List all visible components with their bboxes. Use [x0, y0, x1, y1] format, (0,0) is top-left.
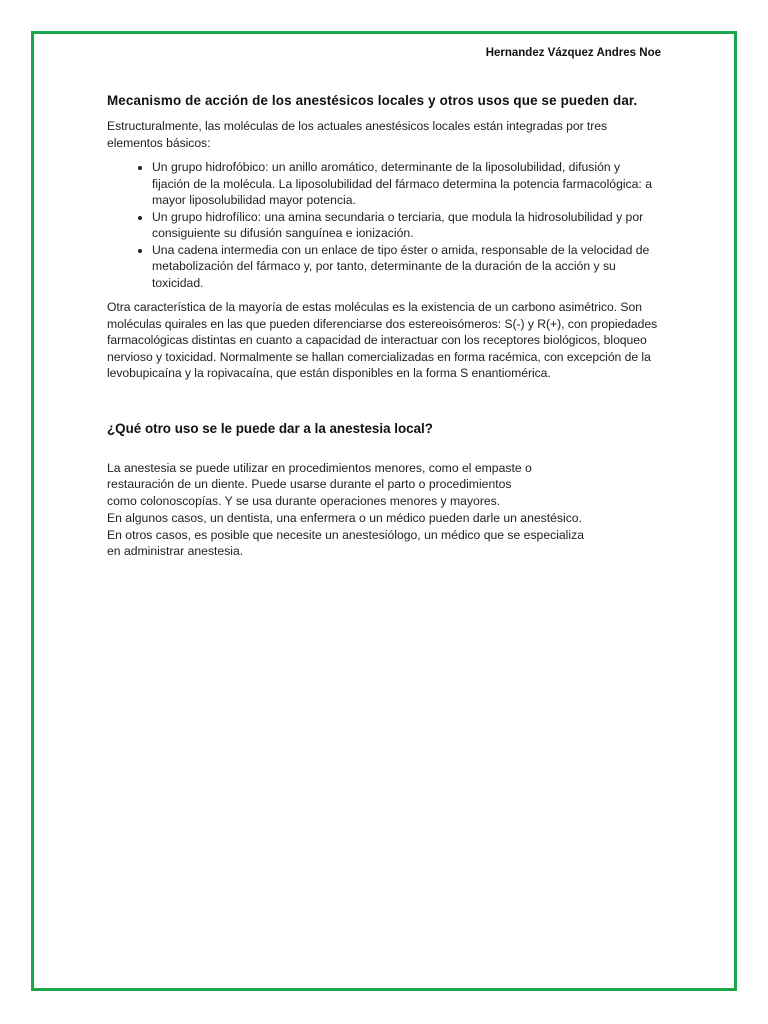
- section2-heading: ¿Qué otro uso se le puede dar a la anestesia local?: [107, 420, 433, 436]
- section1-heading: Mecanismo de acción de los anestésicos locales y otros usos que se pueden dar.: [107, 93, 638, 108]
- bullet-item: • Un grupo hidrofílico: una amina secundaria o terciaria, que modula la hidrosolubilidad y por consiguiente su difusión sanguínea e ionización.: [152, 209, 660, 242]
- author-name: Hernandez Vázquez Andres Noe: [485, 47, 661, 59]
- bullet-item: • Un grupo hidrofóbico: un anillo aromático, determinante de la liposolubilidad, difusión y fijación de la molécula. La liposolubilidad del fármaco determina la potencia farmacológica: a mayor liposolubilidad mayor potencia.: [152, 159, 660, 209]
- bullet-item: • Una cadena intermedia con un enlace de tipo éster o amida, responsable de la velocidad de metabolización del fármaco y, por tanto, determinante de la duración de la acción y su toxicidad.: [152, 242, 660, 292]
- document-body: [107, 92, 660, 560]
- section1-paragraph: Otra característica de la mayoría de estas moléculas es la existencia de un carbono asimétrico. Son moléculas quirales en las que pueden diferenciarse dos estereoisómeros: S(-) y R(+), con propiedades farmacológicas distintas en cuanto a capacidad de interactuar con los receptores biológicos, bloqueo nervioso y toxicidad. Normalmente se hallan comercializadas en forma racémica, con excepción de la levobupicaína y la ropivacaína, que están disponibles en la forma S enantiomérica.: [107, 300, 658, 380]
- section2-paragraph: La anestesia se puede utilizar en procedimientos menores, como el empaste o restauración de un diente. Puede usarse durante el parto o procedimientos como colonoscopías. Y se usa durante operaciones menores y mayores. En algunos casos, un dentista, una enfermera o un médico pueden darle un anestésico. En otros casos, es posible que necesite un anestesiólogo, un médico que se especializa en administrar anestesia.: [107, 460, 584, 559]
- bullet-list: [107, 159, 660, 291]
- section1-intro: Estructuralmente, las moléculas de los actuales anestésicos locales están integradas por tres elementos básicos:: [107, 119, 608, 150]
